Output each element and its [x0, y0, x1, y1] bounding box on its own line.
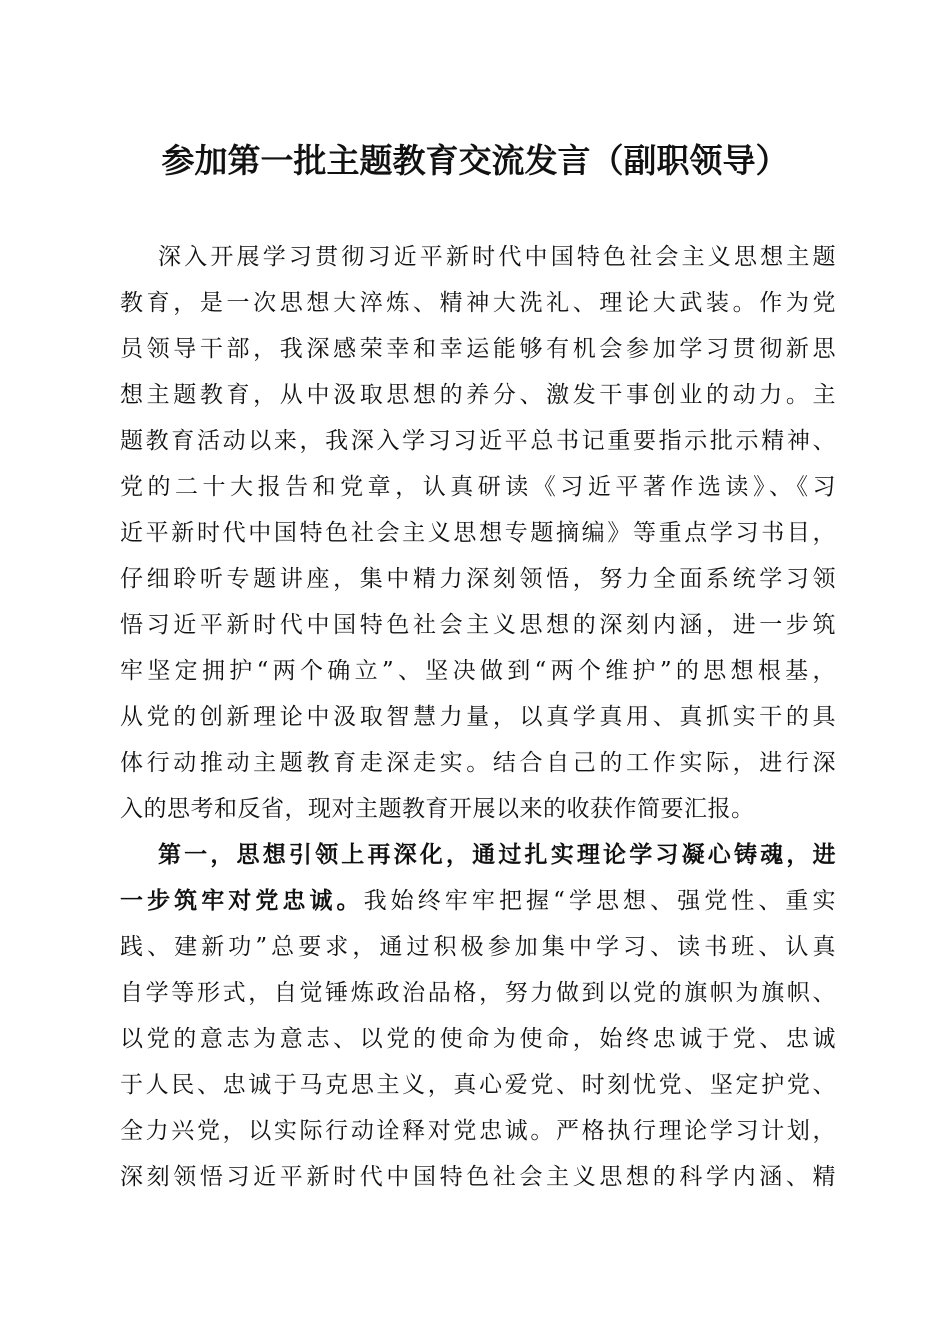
paragraph-1-line: 仔细聆听专题讲座，集中精力深刻领悟，努力全面系统学习领 — [120, 566, 836, 592]
paragraph-1-line: 牢坚定拥护“两个确立”、坚决做到“两个维护”的思想根基， — [120, 658, 836, 684]
paragraph-2-line: 于人民、忠诚于马克思主义，真心爱党、时刻忧党、坚定护党、 — [120, 1072, 836, 1098]
paragraph-1-line: 想主题教育，从中汲取思想的养分、激发干事创业的动力。主 — [120, 382, 836, 408]
paragraph-2-line: 全力兴党，以实际行动诠释对党忠诚。严格执行理论学习计划， — [120, 1118, 836, 1144]
paragraph-2-line: 以党的意志为意志、以党的使命为使命，始终忠诚于党、忠诚 — [120, 1026, 836, 1052]
paragraph-1-line: 题教育活动以来，我深入学习习近平总书记重要指示批示精神、 — [120, 428, 836, 454]
paragraph-1-line: 体行动推动主题教育走深走实。结合自己的工作实际，进行深 — [120, 750, 836, 776]
paragraph-1-line: 近平新时代中国特色社会主义思想专题摘编》等重点学习书目， — [120, 520, 836, 546]
paragraph-2-line-rest: 我始终牢牢把握“学思想、强党性、重实 — [363, 888, 837, 914]
paragraph-1-line: 教育，是一次思想大淬炼、精神大洗礼、理论大武装。作为党 — [120, 290, 836, 316]
paragraph-2-line: 深刻领悟习近平新时代中国特色社会主义思想的科学内涵、精 — [120, 1164, 836, 1190]
paragraph-1-line: 深入开展学习贯彻习近平新时代中国特色社会主义思想主题 — [158, 244, 836, 270]
paragraph-1-line: 员领导干部，我深感荣幸和幸运能够有机会参加学习贯彻新思 — [120, 336, 836, 362]
paragraph-2-lead-end: 一步筑牢对党忠诚。 — [120, 887, 364, 914]
paragraph-1-line: 悟习近平新时代中国特色社会主义思想的深刻内涵，进一步筑 — [120, 612, 836, 638]
paragraph-1-line: 从党的创新理论中汲取智慧力量，以真学真用、真抓实干的具 — [120, 704, 836, 730]
paragraph-2-line: 自学等形式，自觉锤炼政治品格，努力做到以党的旗帜为旗帜、 — [120, 980, 836, 1006]
document-body — [120, 234, 836, 1200]
paragraph-2-lead: 第一，思想引领上再深化，通过扎实理论学习凝心铸魂，进 — [158, 841, 836, 868]
paragraph-2-line: 践、建新功”总要求，通过积极参加集中学习、读书班、认真 — [120, 934, 836, 960]
document-title: 参加第一批主题教育交流发言（副职领导） — [161, 141, 789, 180]
paragraph-1-line: 入的思考和反省，现对主题教育开展以来的收获作简要汇报。 — [120, 796, 755, 822]
paragraph-2-line — [120, 878, 836, 924]
paragraph-1-line: 党的二十大报告和党章，认真研读《习近平著作选读》、《习 — [120, 474, 836, 500]
